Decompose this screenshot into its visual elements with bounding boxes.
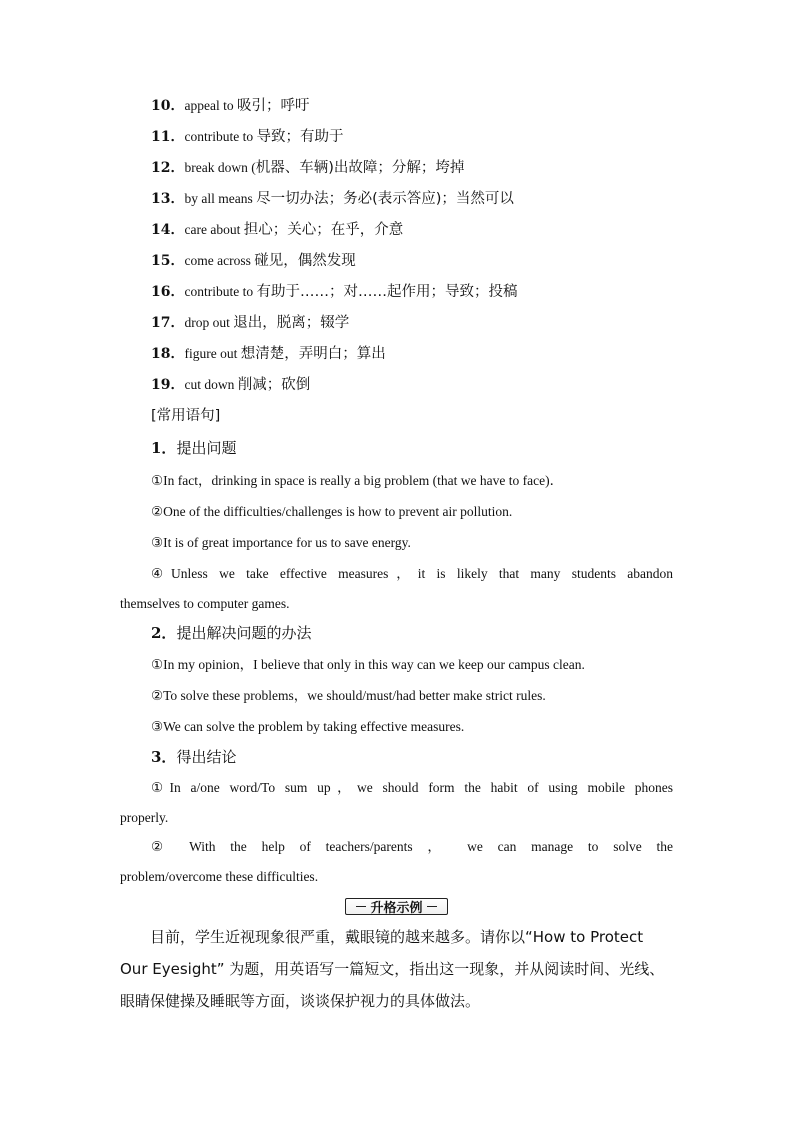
phrase-zh: 碰见，偶然发现 [254, 253, 356, 269]
example-sentence: ② With the help of teachers/parents ， we can manage to solve the [151, 839, 673, 854]
prompt-line: 目前，学生近视现象很严重，戴眼镜的越来越多。请你以“How to Protect [150, 928, 644, 946]
example-sentence: ①In my opinion，I believe that only in this way can we keep our campus clean. [151, 657, 585, 672]
phrase-en: contribute to [184, 129, 257, 144]
phrase-zh: 有助于……；对……起作用；导致；投稿 [256, 284, 518, 300]
prompt-line: Our Eyesight” 为题，用英语写一篇短文，指出这一现象，并从阅读时间、光线、 [120, 960, 665, 978]
vocab-item [151, 220, 704, 240]
group-title: 提出解决问题的办法 [176, 624, 312, 642]
vocab-item [151, 96, 704, 116]
example-badge [345, 898, 447, 915]
example-sentence-continued: themselves to computer games. [120, 596, 290, 611]
phrase-zh: 削减；砍倒 [237, 377, 311, 393]
vocab-item [151, 313, 704, 333]
item-number: 12． [151, 160, 185, 176]
badge-label: 升格示例 [370, 900, 423, 916]
item-number: 15． [151, 253, 185, 269]
prompt-line: 眼睛保健操及睡眠等方面，谈谈保护视力的具体做法。 [120, 992, 481, 1010]
item-number: 18． [151, 346, 185, 362]
phrase-zh: 吸引；呼吁 [236, 98, 310, 114]
example-sentence: ③It is of great importance for us to save energy. [151, 535, 411, 550]
phrase-en: figure out [184, 346, 241, 361]
badge-decoration [356, 906, 366, 907]
phrase-en: drop out [184, 315, 234, 330]
group-number: 3． [151, 748, 177, 766]
item-number: 16． [151, 284, 185, 300]
example-sentence: ①In a/one word/To sum up，we should form the habit of using mobile phones [151, 780, 673, 795]
phrase-en: by all means [184, 191, 257, 206]
example-sentence: ①In fact，drinking in space is really a big problem (that we have to face)． [151, 473, 564, 488]
item-number: 19． [151, 377, 185, 393]
phrase-en: break down ( [184, 160, 256, 175]
group-heading [151, 623, 704, 643]
example-badge-row [120, 896, 673, 916]
phrase-zh: 导致；有助于 [256, 129, 344, 145]
phrase-en: care about [184, 222, 244, 237]
example-sentence: ④Unless we take effective measures，it is likely that many students abandon [151, 566, 673, 581]
group-heading [151, 747, 704, 767]
phrase-zh: 尽一切办法；务必(表示答应)；当然可以 [256, 191, 514, 207]
section-title: [常用语句] [151, 408, 221, 424]
group-number: 2． [151, 624, 177, 642]
item-number: 11． [151, 129, 185, 145]
vocab-item [151, 375, 704, 395]
example-sentence-continued: properly. [120, 810, 169, 825]
badge-decoration [427, 906, 437, 907]
vocab-item [151, 158, 704, 178]
vocab-item [151, 251, 704, 271]
group-title: 得出结论 [176, 748, 237, 766]
item-number: 13． [151, 191, 185, 207]
phrase-en: come across [184, 253, 255, 268]
item-number: 17． [151, 315, 185, 331]
writing-prompt [120, 921, 673, 1017]
vocab-item [151, 127, 704, 147]
vocab-item [151, 189, 704, 209]
phrase-en: contribute to [184, 284, 257, 299]
example-sentence: ②To solve these problems，we should/must/had better make strict rules. [151, 688, 546, 703]
phrase-zh: 担心；关心；在乎，介意 [243, 222, 404, 238]
example-sentence-continued: problem/overcome these difficulties. [120, 869, 319, 884]
phrase-zh: 退出，脱离；辍学 [233, 315, 350, 331]
group-number: 1． [151, 439, 177, 457]
vocab-item [151, 282, 704, 302]
example-sentence: ③We can solve the problem by taking effective measures. [151, 719, 465, 734]
phrase-en: cut down [184, 377, 238, 392]
vocab-item [151, 344, 704, 364]
example-sentence: ②One of the difficulties/challenges is how to prevent air pollution. [151, 504, 513, 519]
item-number: 14． [151, 222, 185, 238]
item-number: 10． [151, 98, 185, 114]
group-title: 提出问题 [176, 439, 237, 457]
phrase-en: appeal to [184, 98, 237, 113]
phrase-zh: 机器、车辆)出故障；分解；垮掉 [255, 160, 465, 176]
phrase-zh: 想清楚，弄明白；算出 [240, 346, 386, 362]
group-heading [151, 438, 704, 458]
